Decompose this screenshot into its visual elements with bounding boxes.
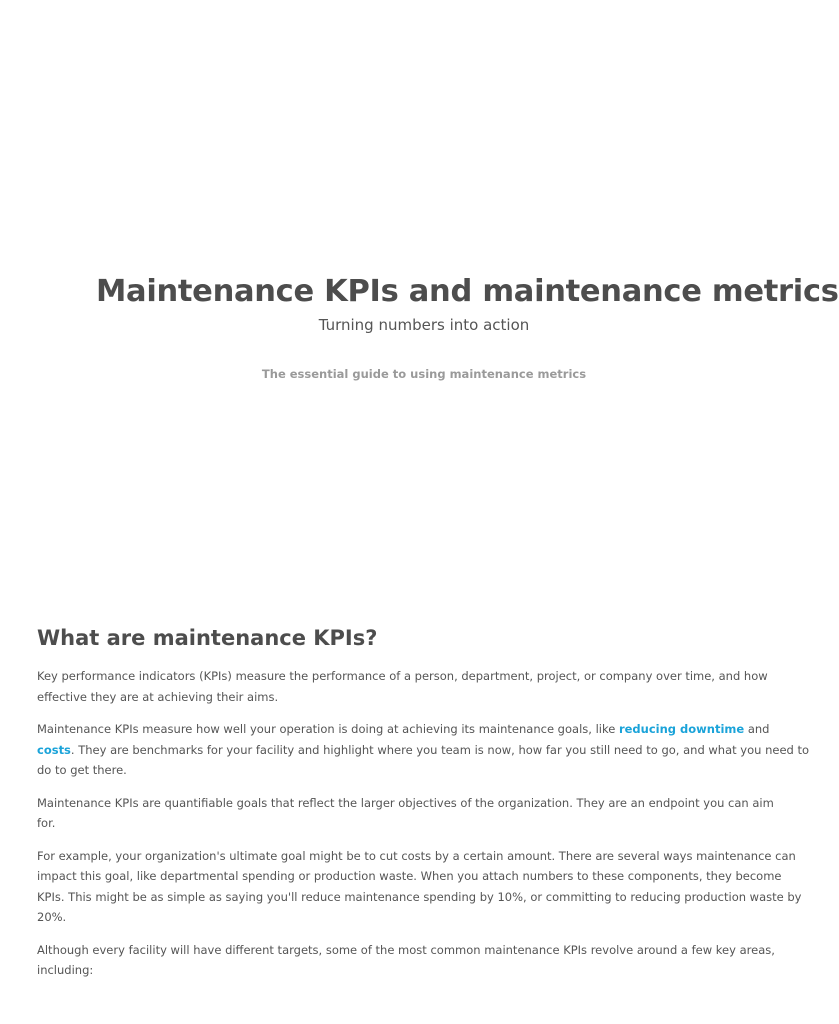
page-tagline: The essential guide to using maintenance metrics bbox=[261, 367, 587, 381]
text-line: including: bbox=[37, 963, 94, 977]
page-title: Maintenance KPIs and maintenance metrics bbox=[96, 274, 839, 309]
paragraph-common-kpis bbox=[37, 940, 775, 981]
reducing-downtime-link[interactable]: reducing downtime bbox=[618, 722, 745, 736]
text-line: effective they are at achieving their aims. bbox=[37, 689, 279, 704]
paragraph-example bbox=[37, 846, 802, 928]
text-line: KPIs. This might be as simple as saying you'll reduce maintenance spending by 10%, or committing to reducing production waste by bbox=[37, 889, 802, 904]
paragraph-kpi-definition bbox=[37, 666, 768, 707]
text-line: 20%. bbox=[37, 910, 67, 924]
text-segment: . They are benchmarks for your facility and highlight where you team is now, how far you still need to go, and what you need to bbox=[70, 742, 810, 757]
text-line bbox=[37, 740, 810, 761]
text-line bbox=[37, 719, 770, 740]
paragraph-maintenance-kpis bbox=[37, 719, 810, 781]
section-heading: What are maintenance KPIs? bbox=[37, 626, 378, 650]
text-line: for. bbox=[37, 816, 56, 830]
text-line: Although every facility will have different targets, some of the most common maintenance KPIs revolve around a few key areas, bbox=[37, 942, 775, 957]
paragraph-quantifiable-goals bbox=[37, 793, 774, 834]
article-content bbox=[37, 622, 810, 993]
text-line: For example, your organization's ultimate goal might be to cut costs by a certain amount. There are several ways maintenance can bbox=[37, 848, 796, 863]
costs-link[interactable]: costs bbox=[37, 742, 71, 757]
text-line: Key performance indicators (KPIs) measure the performance of a person, department, project, or company over time, and how bbox=[37, 669, 768, 683]
text-line: do to get there. bbox=[37, 763, 127, 777]
text-segment: Maintenance KPIs measure how well your operation is doing at achieving its maintenance goals, like bbox=[37, 722, 619, 736]
page-subtitle: Turning numbers into action bbox=[318, 316, 530, 334]
text-line: impact this goal, like departmental spending or production waste. When you attach numbers to these components, they become bbox=[37, 869, 782, 883]
text-segment: and bbox=[744, 722, 770, 736]
text-line: Maintenance KPIs are quantifiable goals that reflect the larger objectives of the organization. They are an endpoint you can aim bbox=[37, 795, 774, 810]
